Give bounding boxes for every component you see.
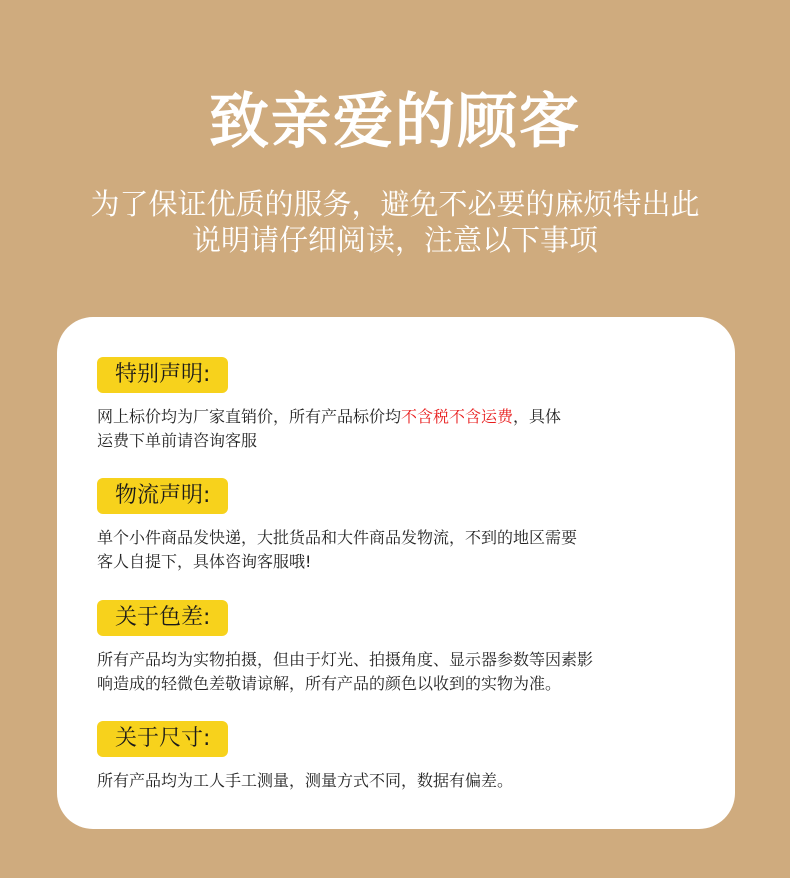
section-line: 响造成的轻微色差敬请谅解，所有产品的颜色以收到的实物为准。 <box>97 674 562 693</box>
subtitle-line-1: 为了保证优质的服务，避免不必要的麻烦特出此 <box>90 187 700 221</box>
section-size <box>97 721 717 793</box>
section-line: 单个小件商品发快递，大批货品和大件商品发物流，不到的地区需要 <box>97 528 578 547</box>
section-body <box>97 648 717 696</box>
subtitle-line-2: 说明请仔细阅读，注意以下事项 <box>191 223 598 257</box>
text-segment: 网上标价均为厂家直销价，所有产品标价均 <box>97 407 402 426</box>
section-special-notice <box>97 357 717 453</box>
text-segment: ，具体 <box>513 407 562 426</box>
highlight-text: 不含税不含运费 <box>401 407 514 426</box>
section-tag: 物流声明: <box>97 478 228 514</box>
page-subtitle <box>0 186 790 258</box>
section-color-difference <box>97 600 717 696</box>
section-tag: 特别声明: <box>97 357 228 393</box>
section-line: 所有产品均为实物拍摄，但由于灯光、拍摄角度、显示器参数等因素影 <box>97 650 594 669</box>
page-title: 致亲爱的顾客 <box>209 87 581 157</box>
notice-card <box>57 317 735 829</box>
section-tag: 关于尺寸: <box>97 721 228 757</box>
section-logistics <box>97 478 717 574</box>
section-body <box>97 769 717 793</box>
section-body <box>97 526 717 574</box>
section-line: 所有产品均为工人手工测量，测量方式不同，数据有偏差。 <box>97 771 514 790</box>
section-tag: 关于色差: <box>97 600 228 636</box>
section-line: 运费下单前请咨询客服 <box>97 431 258 450</box>
section-line: 客人自提下，具体咨询客服哦! <box>97 552 312 571</box>
section-body <box>97 405 717 453</box>
section-line <box>97 405 717 429</box>
